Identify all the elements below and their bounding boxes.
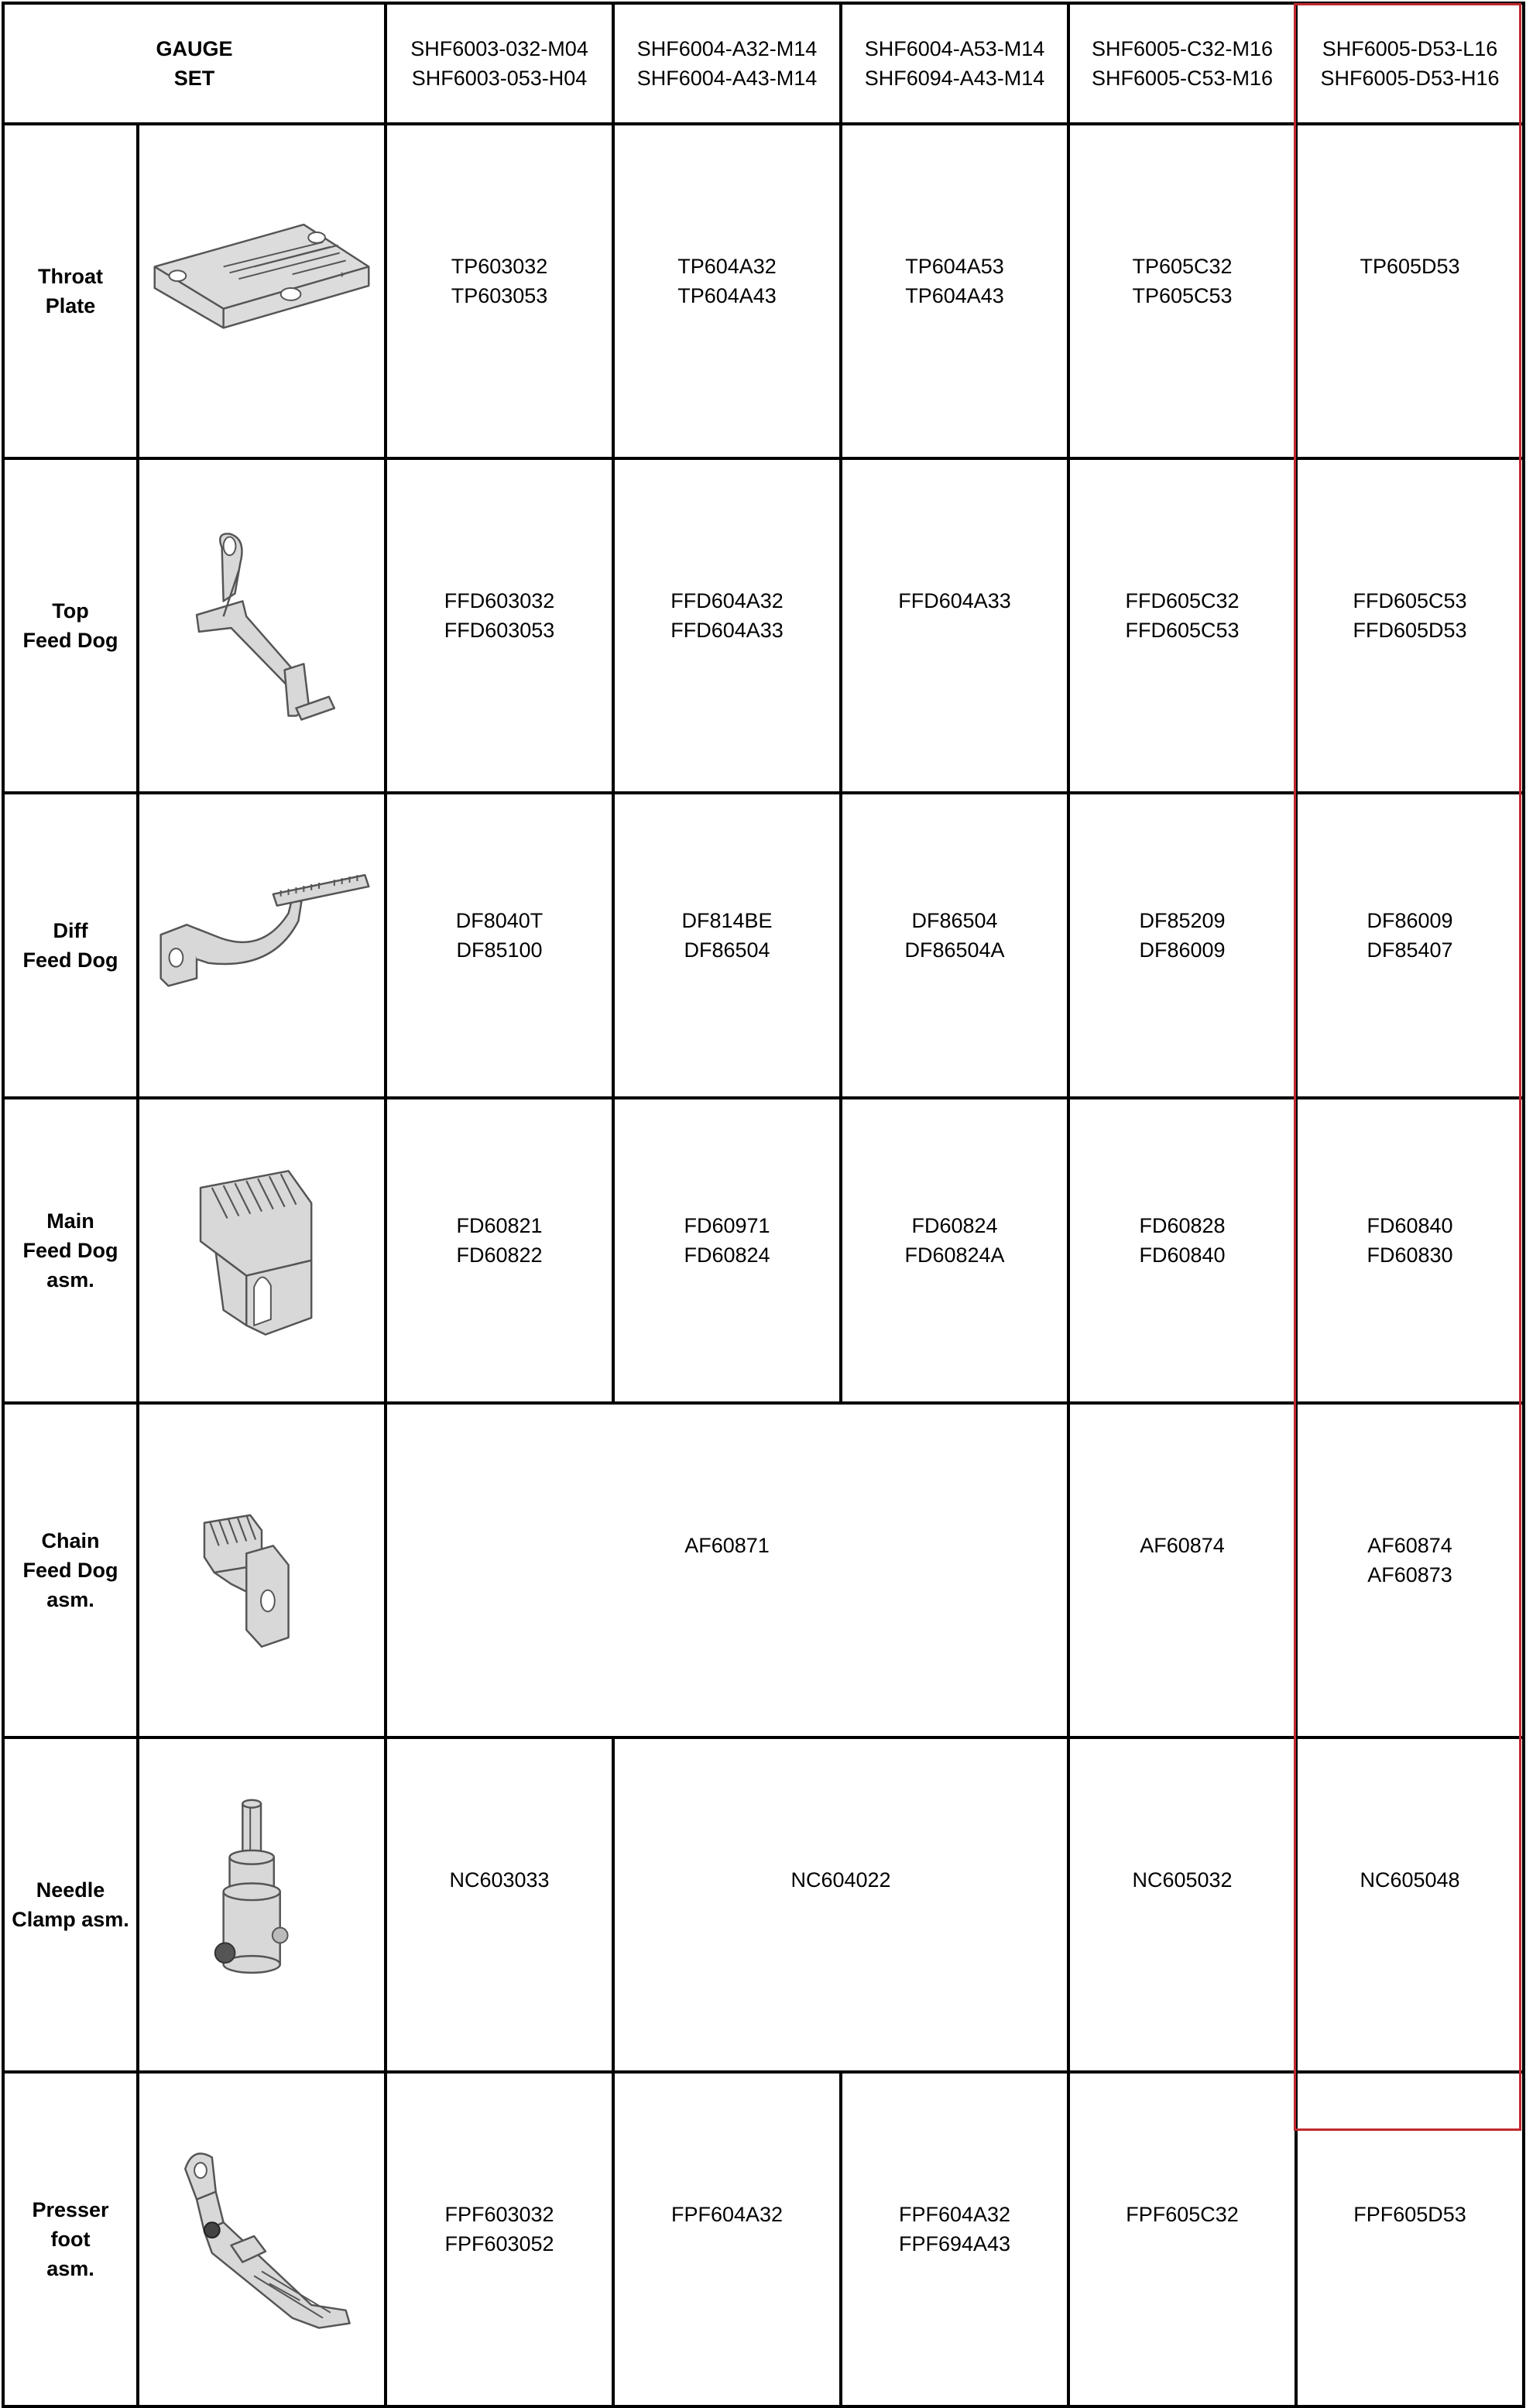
gauge-set-label: GAUGE xyxy=(156,37,233,60)
row-diff-feed-dog xyxy=(3,793,1524,1098)
part-cell xyxy=(841,2072,1068,2406)
label-line: foot xyxy=(50,2228,91,2251)
part-cell xyxy=(1296,2072,1524,2406)
label-line: Feed Dog xyxy=(22,629,118,652)
part-number: FPF603052 xyxy=(444,2232,554,2255)
row-label xyxy=(3,1403,138,1737)
row-throat-plate xyxy=(3,124,1524,458)
part-number: AF60873 xyxy=(1367,1563,1452,1586)
part-number: FFD605D53 xyxy=(1353,619,1467,642)
label-line: Top xyxy=(52,599,89,623)
model-code: SHF6005-D53-L16 xyxy=(1322,37,1498,60)
label-line: Throat xyxy=(38,265,103,288)
part-number: FD60840 xyxy=(1367,1214,1453,1237)
part-number: TP604A43 xyxy=(677,284,777,307)
part-cell xyxy=(1296,793,1524,1098)
row-label xyxy=(3,458,138,793)
model-code: SHF6004-A43-M14 xyxy=(636,67,818,90)
part-cell xyxy=(1296,1098,1524,1403)
part-number: FPF604A32 xyxy=(898,2203,1011,2226)
part-cell xyxy=(386,1098,613,1403)
part-number: FPF605C32 xyxy=(1126,2203,1239,2226)
part-number: TP603032 xyxy=(451,255,548,278)
part-number: FPF604A32 xyxy=(670,2203,784,2226)
presser-foot-icon xyxy=(139,2098,384,2380)
part-number: FPF603032 xyxy=(444,2203,554,2226)
part-number: TP603053 xyxy=(451,284,548,307)
label-line: Feed Dog xyxy=(22,1559,118,1582)
row-label xyxy=(3,124,138,458)
column-header-4 xyxy=(1068,3,1296,124)
model-code: SHF6004-A32-M14 xyxy=(636,37,818,60)
part-cell xyxy=(1296,124,1524,458)
gauge-set-label: SET xyxy=(173,67,215,90)
needle-clamp-icon xyxy=(139,1764,384,2046)
part-number: TP604A53 xyxy=(905,255,1004,278)
part-number: NC605032 xyxy=(1132,1868,1233,1892)
part-cell xyxy=(841,124,1068,458)
part-cell xyxy=(1068,1403,1296,1737)
part-number: FFD604A33 xyxy=(898,589,1011,612)
part-number: DF86504 xyxy=(684,938,770,962)
part-number: FD60822 xyxy=(456,1243,543,1267)
model-code: SHF6005-C32-M16 xyxy=(1091,37,1274,60)
label-line: Clamp asm. xyxy=(12,1908,129,1931)
part-cell xyxy=(841,1098,1068,1403)
label-line: asm. xyxy=(46,1268,94,1291)
part-number: DF85407 xyxy=(1367,938,1453,962)
column-header-2 xyxy=(613,3,841,124)
part-number: FFD603053 xyxy=(444,619,555,642)
label-line: Feed Dog xyxy=(22,1239,118,1262)
part-number: FFD604A32 xyxy=(670,589,784,612)
model-code: SHF6005-D53-H16 xyxy=(1320,67,1500,90)
part-number: DF86009 xyxy=(1367,909,1453,932)
label-line: Needle xyxy=(36,1878,105,1902)
part-image xyxy=(138,458,386,793)
model-code: SHF6003-053-H04 xyxy=(411,67,588,90)
throat-plate-icon xyxy=(139,150,384,432)
part-cell xyxy=(1068,458,1296,793)
part-cell xyxy=(1068,2072,1296,2406)
part-cell-merged xyxy=(613,1737,1068,2072)
part-number: FD60824 xyxy=(911,1214,998,1237)
part-number: DF8040T xyxy=(455,909,544,932)
part-number: NC604022 xyxy=(790,1868,891,1892)
row-main-feed-dog xyxy=(3,1098,1524,1403)
part-cell xyxy=(386,1737,613,2072)
part-number: TP604A32 xyxy=(677,255,777,278)
part-number: AF60874 xyxy=(1367,1534,1452,1557)
part-number: DF86009 xyxy=(1139,938,1226,962)
label-line: asm. xyxy=(46,2257,94,2280)
part-cell xyxy=(1068,793,1296,1098)
part-number: FPF694A43 xyxy=(898,2232,1011,2255)
part-number: FD60824 xyxy=(684,1243,770,1267)
part-image xyxy=(138,1737,386,2072)
part-number: TP605D53 xyxy=(1360,255,1460,278)
part-image xyxy=(138,793,386,1098)
label-line: Plate xyxy=(45,294,96,317)
model-code: SHF6004-A53-M14 xyxy=(864,37,1045,60)
column-header-1 xyxy=(386,3,613,124)
part-number: DF814BE xyxy=(681,909,773,932)
part-number: FFD605C53 xyxy=(1125,619,1240,642)
part-cell xyxy=(386,124,613,458)
gauge-set-header xyxy=(3,3,386,124)
part-number: TP605C53 xyxy=(1132,284,1233,307)
part-number: DF86504A xyxy=(904,938,1005,962)
part-number: NC603033 xyxy=(449,1868,550,1892)
part-cell xyxy=(1068,124,1296,458)
svg-text:✦: ✦ xyxy=(338,269,346,281)
label-line: Presser xyxy=(32,2198,109,2221)
part-number: NC605048 xyxy=(1360,1868,1460,1892)
row-label xyxy=(3,2072,138,2406)
chain-feed-dog-icon xyxy=(139,1429,384,1711)
part-number: TP605C32 xyxy=(1132,255,1233,278)
part-cell xyxy=(1068,1098,1296,1403)
part-number: TP604A43 xyxy=(905,284,1004,307)
part-cell xyxy=(386,793,613,1098)
part-cell xyxy=(613,1098,841,1403)
part-cell xyxy=(841,793,1068,1098)
part-number: FD60840 xyxy=(1139,1243,1226,1267)
part-number: FFD604A33 xyxy=(670,619,784,642)
part-number: FD60830 xyxy=(1367,1243,1453,1267)
part-cell xyxy=(1296,458,1524,793)
row-presser-foot xyxy=(3,2072,1524,2406)
gauge-set-table xyxy=(2,2,1525,2408)
part-number: FD60828 xyxy=(1139,1214,1226,1237)
part-cell xyxy=(613,458,841,793)
top-feed-dog-icon xyxy=(139,485,384,767)
part-cell-merged xyxy=(386,1403,1068,1737)
part-cell xyxy=(613,2072,841,2406)
row-label xyxy=(3,793,138,1098)
model-code: SHF6094-A43-M14 xyxy=(864,67,1045,90)
row-top-feed-dog xyxy=(3,458,1524,793)
part-number: FD60971 xyxy=(684,1214,770,1237)
label-line: Feed Dog xyxy=(22,948,118,972)
label-line: Main xyxy=(46,1209,94,1233)
part-number: FFD603032 xyxy=(444,589,555,612)
part-number: AF60871 xyxy=(684,1534,770,1557)
part-image xyxy=(138,2072,386,2406)
part-cell xyxy=(386,2072,613,2406)
row-chain-feed-dog xyxy=(3,1403,1524,1737)
part-number: DF85100 xyxy=(456,938,543,962)
part-image xyxy=(138,1098,386,1403)
label-line: Diff xyxy=(53,919,88,942)
part-number: DF85209 xyxy=(1139,909,1226,932)
row-label xyxy=(3,1737,138,2072)
part-cell xyxy=(1068,1737,1296,2072)
header-row xyxy=(3,3,1524,124)
part-cell xyxy=(1296,1737,1524,2072)
row-needle-clamp xyxy=(3,1737,1524,2072)
diff-feed-dog-icon xyxy=(139,804,384,1086)
part-image xyxy=(138,1403,386,1737)
part-number: FD60824A xyxy=(904,1243,1005,1267)
part-number: DF86504 xyxy=(911,909,998,932)
part-cell xyxy=(613,793,841,1098)
part-number: AF60874 xyxy=(1140,1534,1225,1557)
part-number: FD60821 xyxy=(456,1214,543,1237)
label-line: asm. xyxy=(46,1588,94,1611)
row-label xyxy=(3,1098,138,1403)
model-code: SHF6005-C53-M16 xyxy=(1091,67,1274,90)
part-cell xyxy=(1296,1403,1524,1737)
part-cell xyxy=(613,124,841,458)
part-number: FFD605C32 xyxy=(1125,589,1240,612)
column-header-5 xyxy=(1296,3,1524,124)
part-number: FFD605C53 xyxy=(1353,589,1467,612)
column-header-3 xyxy=(841,3,1068,124)
model-code: SHF6003-032-M04 xyxy=(410,37,588,60)
label-line: Chain xyxy=(41,1529,100,1552)
main-feed-dog-icon xyxy=(139,1110,384,1391)
part-number: FPF605D53 xyxy=(1353,2203,1466,2226)
part-image xyxy=(138,124,386,458)
part-cell xyxy=(386,458,613,793)
part-cell xyxy=(841,458,1068,793)
